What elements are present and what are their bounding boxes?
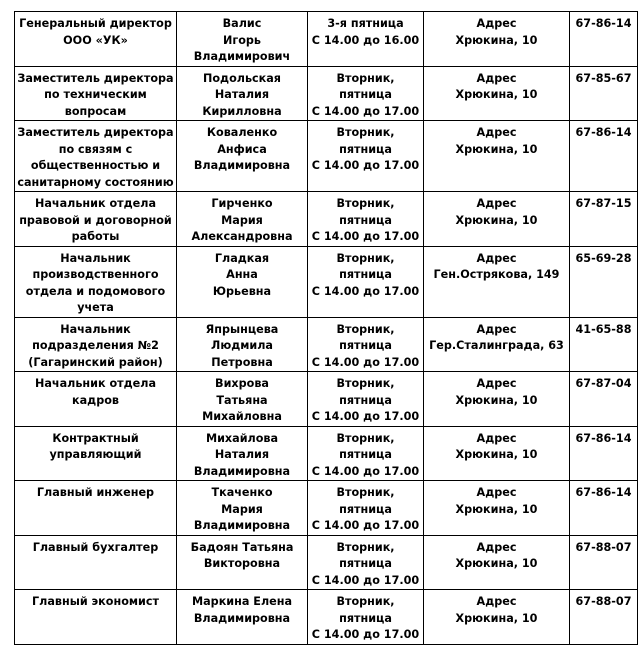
table-row <box>15 535 638 590</box>
schedule-cell: Вторник, пятница С 14.00 до 17.00 <box>308 535 424 590</box>
position-cell: Главный экономист <box>15 590 177 645</box>
address-cell: Адрес Хрюкина, 10 <box>424 121 570 192</box>
table-row <box>15 481 638 536</box>
schedule-cell: 3-я пятница С 14.00 до 16.00 <box>308 12 424 67</box>
name-cell: Михайлова Наталия Владимировна <box>177 426 308 481</box>
position-cell: Главный бухгалтер <box>15 535 177 590</box>
position-cell: Начальник производственного отдела и подомового учета <box>15 246 177 317</box>
address-cell: Адрес Хрюкина, 10 <box>424 372 570 427</box>
schedule-cell: Вторник, пятница С 14.00 до 17.00 <box>308 317 424 372</box>
position-cell: Начальник отдела кадров <box>15 372 177 427</box>
position-cell: Главный инженер <box>15 481 177 536</box>
position-cell: Контрактный управляющий <box>15 426 177 481</box>
position-cell: Генеральный директор ООО «УК» <box>15 12 177 67</box>
name-cell: Япрынцева Людмила Петровна <box>177 317 308 372</box>
address-cell: Адрес Хрюкина, 10 <box>424 590 570 645</box>
phone-cell: 67-88-07 <box>570 535 638 590</box>
position-cell: Начальник отдела правовой и договорной работы <box>15 192 177 247</box>
reception-schedule-table <box>14 11 638 645</box>
name-cell: Коваленко Анфиса Владимировна <box>177 121 308 192</box>
table-row <box>15 426 638 481</box>
table-row <box>15 121 638 192</box>
schedule-cell: Вторник, пятница С 14.00 до 17.00 <box>308 372 424 427</box>
address-cell: Адрес Хрюкина, 10 <box>424 481 570 536</box>
address-cell: Адрес Ген.Острякова, 149 <box>424 246 570 317</box>
phone-cell: 67-88-07 <box>570 590 638 645</box>
table-body <box>15 12 638 645</box>
schedule-cell: Вторник, пятница С 14.00 до 17.00 <box>308 590 424 645</box>
phone-cell: 67-86-14 <box>570 121 638 192</box>
name-cell: Гирченко Мария Александровна <box>177 192 308 247</box>
position-cell: Заместитель директора по техническим вопросам <box>15 66 177 121</box>
address-cell: Адрес Хрюкина, 10 <box>424 426 570 481</box>
address-cell: Адрес Хрюкина, 10 <box>424 535 570 590</box>
name-cell: Бадоян Татьяна Викторовна <box>177 535 308 590</box>
phone-cell: 67-86-14 <box>570 12 638 67</box>
phone-cell: 67-86-14 <box>570 426 638 481</box>
address-cell: Адрес Хрюкина, 10 <box>424 192 570 247</box>
table-row <box>15 192 638 247</box>
name-cell: Гладкая Анна Юрьевна <box>177 246 308 317</box>
table-row <box>15 246 638 317</box>
table-row <box>15 372 638 427</box>
phone-cell: 67-87-15 <box>570 192 638 247</box>
schedule-cell: Вторник, пятница С 14.00 до 17.00 <box>308 192 424 247</box>
table-row <box>15 12 638 67</box>
schedule-cell: Вторник, пятница С 14.00 до 17.00 <box>308 426 424 481</box>
phone-cell: 67-87-04 <box>570 372 638 427</box>
table-row <box>15 66 638 121</box>
address-cell: Адрес Гер.Сталинграда, 63 <box>424 317 570 372</box>
position-cell: Заместитель директора по связям с общественностью и санитарному состоянию <box>15 121 177 192</box>
phone-cell: 67-86-14 <box>570 481 638 536</box>
name-cell: Ткаченко Мария Владимировна <box>177 481 308 536</box>
phone-cell: 41-65-88 <box>570 317 638 372</box>
schedule-cell: Вторник, пятница С 14.00 до 17.00 <box>308 481 424 536</box>
name-cell: Валис Игорь Владимирович <box>177 12 308 67</box>
name-cell: Маркина Елена Владимировна <box>177 590 308 645</box>
phone-cell: 65-69-28 <box>570 246 638 317</box>
position-cell: Начальник подразделения №2 (Гагаринский район) <box>15 317 177 372</box>
schedule-cell: Вторник, пятница С 14.00 до 17.00 <box>308 66 424 121</box>
schedule-cell: Вторник, пятница С 14.00 до 17.00 <box>308 246 424 317</box>
phone-cell: 67-85-67 <box>570 66 638 121</box>
address-cell: Адрес Хрюкина, 10 <box>424 66 570 121</box>
name-cell: Подольская Наталия Кирилловна <box>177 66 308 121</box>
name-cell: Вихрова Татьяна Михайловна <box>177 372 308 427</box>
table-row <box>15 317 638 372</box>
schedule-cell: Вторник, пятница С 14.00 до 17.00 <box>308 121 424 192</box>
address-cell: Адрес Хрюкина, 10 <box>424 12 570 67</box>
table-row <box>15 590 638 645</box>
